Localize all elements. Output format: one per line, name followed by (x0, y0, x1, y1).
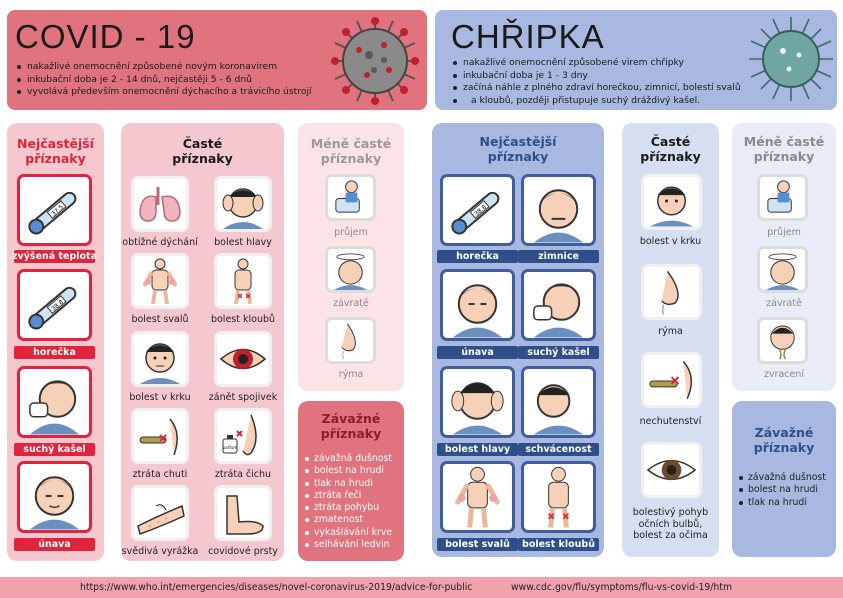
sore-throat-icon (641, 174, 702, 230)
runny-nose-icon (325, 317, 376, 364)
tired-person-icon (440, 269, 515, 341)
symptom-label: horečka (14, 346, 95, 359)
serious-item: zmatenost (304, 514, 392, 526)
symptom-label: obtížné dýchání (122, 237, 198, 248)
diarrhea-icon (325, 174, 376, 221)
muscle-pain-icon (131, 253, 189, 309)
flu-common-title: Časté příznaky (640, 134, 701, 164)
diarrhea-icon (757, 174, 808, 221)
who-url-link[interactable]: https://www.who.int/emergencies/diseases/novel-coronavirus-2019/advice-for-public (80, 582, 473, 593)
symptom-label: bolestivý pohyb očních bulbů, bolest za očima (632, 507, 709, 541)
runny-nose-icon (641, 264, 702, 320)
symptom-label: rýma (658, 326, 683, 337)
covid-bullet: vyvolává především onemocnění dýchacího a trávicího ústrojí (17, 86, 312, 99)
symptom-label: bolest kloubů (518, 538, 599, 551)
symptom-label: nechutenství (639, 416, 702, 427)
symptom-label: suchý kašel (518, 346, 599, 359)
thermometer-icon (17, 269, 92, 341)
eye-icon (641, 442, 702, 498)
symptom-label: závratě (333, 298, 369, 309)
loss-of-smell-icon (214, 408, 272, 464)
covid-title: COVID - 19 (15, 18, 196, 55)
exhausted-person-icon (521, 366, 596, 438)
symptom-label: svědivá vyrážka (121, 546, 199, 557)
symptom-label: ztráta chuti (132, 469, 188, 480)
symptom-label: bolest v krku (129, 392, 191, 403)
tired-person-icon (17, 461, 92, 533)
symptom-label: bolest svalů (437, 538, 518, 551)
influenza-virus-icon (747, 15, 835, 103)
covid-toes-icon (214, 485, 272, 541)
symptom-label: schvácenost (518, 443, 599, 456)
symptom-label: průjem (767, 227, 801, 238)
flu-bullet: inkubační doba je 1 - 3 dny (453, 70, 741, 83)
serious-item: závažná dušnost (738, 472, 826, 484)
dizziness-icon (757, 246, 808, 293)
flu-less-common-title: Méně časté příznaky (743, 134, 825, 164)
serious-item: závažná dušnost (304, 453, 392, 465)
covid-bullets (17, 61, 312, 99)
loss-of-appetite-icon (641, 352, 702, 408)
symptom-label: zvýšená teplota (12, 251, 98, 262)
flu-bullet-continued: a kloubů, později přistupuje suchý dráždivý kašel. (453, 95, 741, 108)
svg-text:38.8: 38.8 (473, 204, 488, 218)
flu-bullet: začíná náhle z plného zdraví horečkou, zimnicí, bolestí svalů (453, 82, 741, 95)
flu-serious-panel (732, 401, 836, 557)
symptom-label: rýma (338, 369, 364, 380)
covid-less-common-title: Méně časté příznaky (310, 136, 392, 166)
symptom-label: bolest svalů (131, 314, 189, 325)
symptom-label: suchý kašel (14, 443, 95, 456)
covid-serious-panel (298, 401, 404, 561)
headache-icon (440, 366, 515, 438)
flu-bullet: nakažlivé onemocnění způsobené virem chřipky (453, 57, 741, 70)
symptom-label: horečka (437, 250, 518, 263)
serious-item: tlak na hrudi (304, 478, 392, 490)
svg-text:38.8: 38.8 (50, 299, 65, 313)
flu-most-common-title: Nejčastější příznaky (479, 134, 557, 164)
coughing-person-icon (17, 366, 92, 438)
joint-pain-icon (214, 253, 272, 309)
flu-serious-list (738, 472, 826, 509)
serious-item: vykašlávání krve (304, 527, 392, 539)
shivering-person-icon (521, 174, 596, 246)
svg-text:parfum: parfum (222, 445, 238, 450)
serious-item: bolest na hrudi (738, 484, 826, 496)
lungs-icon (131, 176, 189, 232)
sore-throat-icon (131, 331, 189, 387)
covid-serious-list (304, 453, 392, 551)
dizziness-icon (325, 246, 376, 293)
serious-item: ztráta řeči (304, 490, 392, 502)
symptom-label: zvracení (763, 369, 805, 380)
serious-item: selhávání ledvin (304, 539, 392, 551)
flu-serious-title: Závažné příznaky (753, 425, 815, 455)
symptom-label: únava (437, 346, 518, 359)
itchy-rash-icon (131, 485, 189, 541)
footer-bar (0, 577, 843, 598)
vomiting-icon (757, 317, 808, 364)
serious-item: ztráta pohybu (304, 502, 392, 514)
coronavirus-icon (329, 15, 421, 107)
covid-common-title: Časté příznaky (172, 136, 233, 166)
symptom-label: covidové prsty (208, 546, 278, 557)
thermometer-icon (440, 174, 515, 246)
loss-of-taste-icon (131, 408, 189, 464)
flu-header (435, 10, 837, 110)
red-eye-icon (214, 331, 272, 387)
muscle-pain-icon (440, 461, 515, 533)
symptom-label: únava (14, 538, 95, 551)
covid-bullet: nakažlivé onemocnění způsobené novým koronavirem (17, 61, 312, 74)
symptom-label: bolest hlavy (214, 237, 272, 248)
covid-bullet: inkubační doba je 2 - 14 dnů, nejčastěji 5 - 6 dnů (17, 74, 312, 87)
covid-most-common-title: Nejčastější příznaky (17, 136, 94, 166)
symptom-label: zimnice (518, 250, 599, 263)
flu-title: CHŘIPKA (451, 18, 605, 55)
svg-text:37.5: 37.5 (50, 204, 65, 218)
serious-item: tlak na hrudi (738, 497, 826, 509)
covid-header (7, 10, 427, 110)
joint-pain-icon (521, 461, 596, 533)
symptom-label: závratě (766, 298, 802, 309)
flu-bullets (453, 57, 741, 107)
cdc-url-link[interactable]: www.cdc.gov/flu/symptoms/flu-vs-covid-19/htm (511, 582, 733, 593)
symptom-label: zánět spojivek (208, 392, 278, 403)
symptom-label: bolest v krku (639, 236, 702, 247)
covid-serious-title: Závažné příznaky (320, 411, 382, 441)
symptom-label: bolest kloubů (210, 314, 276, 325)
symptom-label: ztráta čichu (214, 469, 272, 480)
headache-icon (214, 176, 272, 232)
serious-item: bolest na hrudi (304, 465, 392, 477)
symptom-label: bolest hlavy (437, 443, 518, 456)
symptom-label: průjem (334, 227, 368, 238)
thermometer-icon (17, 174, 92, 246)
coughing-person-icon (521, 269, 596, 341)
